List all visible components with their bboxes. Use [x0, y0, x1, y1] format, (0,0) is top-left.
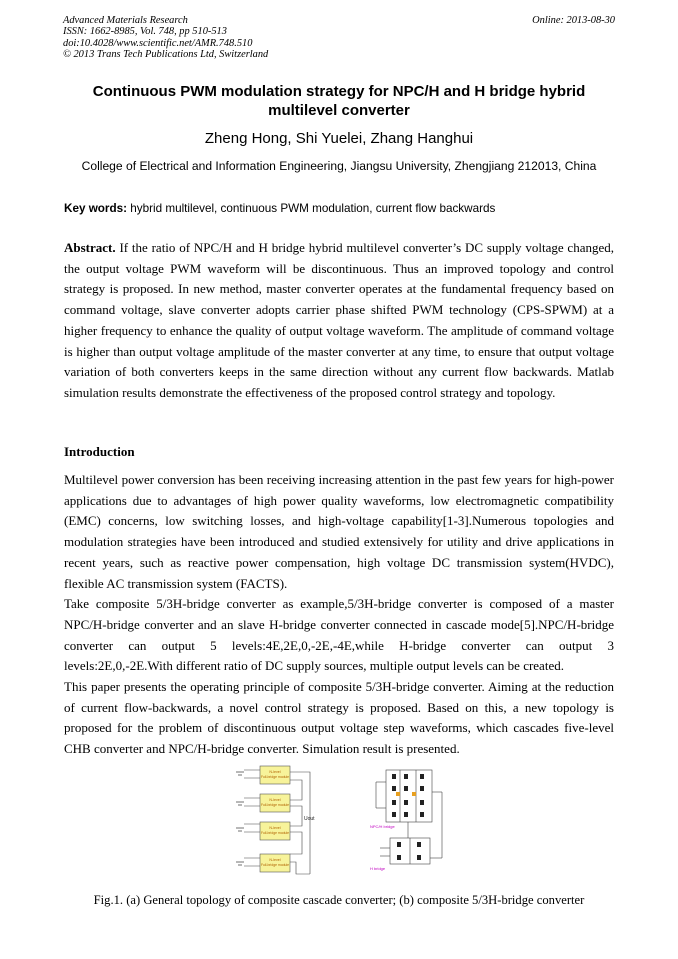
module-block: [260, 822, 290, 840]
svg-text:Full-bridge module: Full-bridge module: [260, 831, 290, 835]
figure-caption: Fig.1. (a) General topology of composite cascade converter; (b) composite 5/3H-bridge converter: [93, 893, 585, 907]
paper-title: Continuous PWM modulation strategy for NPC/H and H bridge hybrid multilevel converter: [92, 83, 586, 119]
figure-1a-cascade-topology: [232, 762, 324, 880]
keywords-text: hybrid multilevel, continuous PWM modulation, current flow backwards: [127, 202, 496, 215]
clamp-diode-icon: [396, 792, 416, 796]
intro-paragraph: This paper presents the operating principle of composite 5/3H-bridge converter. Aiming at the reduction of current flow-backwards, a novel control strategy is proposed. Based on this, a new topology is proposed for the problem of discontinuous output voltage step waveforms, which cascades five-level CHB converter and NPC/H-bridge converter. Simulation result is presented.: [64, 679, 614, 757]
doi-line: doi:10.4028/www.scientific.net/AMR.748.510: [63, 37, 253, 49]
switch-icon: [392, 774, 424, 860]
keywords-label: Key words:: [64, 202, 127, 215]
circuit-wiring: [376, 770, 442, 864]
module-block: [260, 854, 290, 872]
abstract: [64, 238, 614, 404]
running-header: [63, 15, 268, 60]
slave-converter-label: H bridge: [370, 866, 386, 871]
section-heading-introduction: Introduction: [64, 444, 135, 459]
journal-name: Advanced Materials Research: [63, 15, 188, 26]
introduction-body: [64, 470, 614, 760]
online-date: Online: 2013-08-30: [532, 15, 615, 26]
intro-paragraph: Multilevel power conversion has been receiving increasing attention in the past few years for high-power applications due to advantages of high power quality waveforms, low electromagnetic compatibility (EMC) concerns, low switching losses, and high-voltage capability[1-3].Numerous topologies and modulation strategies have been introduced and studied extensively for utility and drive applications in recent years, such as reactive power compensation, high voltage DC transmission system(HVDC), flexible AC transmission system (FACTS).: [64, 472, 614, 591]
svg-text:N-level: N-level: [269, 858, 281, 862]
svg-text:Full-bridge module: Full-bridge module: [260, 775, 290, 779]
dc-source-icon: [236, 772, 244, 865]
keywords: [64, 201, 495, 216]
svg-text:Full-bridge module: Full-bridge module: [260, 803, 290, 807]
intro-paragraph: Take composite 5/3H-bridge converter as example,5/3H-bridge converter is composed of a master NPC/H-bridge converter and an slave H-bridge converter connected in cascade mode[5].NPC/H-bridge converter can output 5 levels:4E,2E,0,-2E,-4E,while H-bridge converter can output 3 levels:2E,0,-2E.With different ratio of DC supply sources, multiple output levels can be created.: [64, 596, 614, 674]
abstract-label: Abstract.: [64, 240, 116, 255]
copyright-line: © 2013 Trans Tech Publications Ltd, Switzerland: [63, 48, 269, 60]
figure-1b-composite-converter: [368, 762, 448, 872]
svg-text:N-level: N-level: [269, 826, 281, 830]
master-converter-label: NPC/H bridge: [370, 824, 395, 829]
abstract-text: If the ratio of NPC/H and H bridge hybrid multilevel converter’s DC supply voltage changed, the output voltage PWM waveform will be discontinuous. Thus an improved topology and control strategy is proposed. In new method, master converter operates at the fundamental frequency based on command voltage, slave converter adopts carrier phase shifted PWM technology (CPS-SPWM) at a higher frequency to enhance the quality of output voltage waveform. The amplitude of command voltage is higher than output voltage amplitude of the master converter at any time, to ensure that output voltage variation of both converters keeps in the same direction without any current flow backwards. Matlab simulation results demonstrate the effectiveness of the proposed control strategy and topology.: [64, 240, 614, 400]
module-block: [260, 766, 290, 784]
author-list: Zheng Hong, Shi Yuelei, Zhang Hanghui: [204, 130, 474, 147]
svg-text:N-level: N-level: [269, 770, 281, 774]
uout-label: Uout: [304, 816, 315, 822]
affiliation: College of Electrical and Information Engineering, Jiangsu University, Zhengjiang 212013, China: [81, 159, 597, 173]
svg-text:Full-bridge module: Full-bridge module: [260, 863, 290, 867]
svg-text:N-level: N-level: [269, 798, 281, 802]
module-block: [260, 794, 290, 812]
issn-line: ISSN: 1662-8985, Vol. 748, pp 510-513: [63, 26, 227, 38]
